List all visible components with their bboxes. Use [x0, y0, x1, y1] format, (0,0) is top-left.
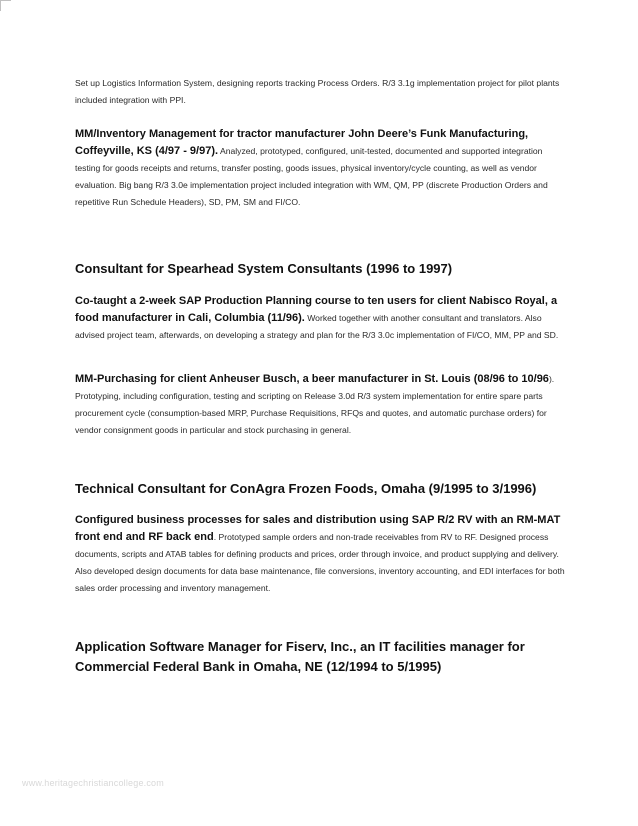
- section-heading-spearhead: Consultant for Spearhead System Consultants (1996 to 1997): [75, 261, 453, 276]
- entry-conagra: [75, 512, 565, 597]
- entry-anheuser-busch-title: MM-Purchasing for client Anheuser Busch, a beer manufacturer in St. Louis (08/96 to 10/96: [75, 373, 549, 385]
- entry-john-deere-body: Analyzed, prototyped, configured, unit-tested, documented and supported integration testing for goods receipts and returns, transfer posting, goods issues, physical inventory/cycle counting, as well as vendor evaluation. Big bang R/3 3.0e implementation project included integration with WM, QM, PP (discrete Production Orders and repetitive Run Schedule Headers), SD, PM, SM and FI/CO.: [75, 146, 548, 207]
- watermark-text: www.heritagechristiancollege.com: [22, 778, 164, 788]
- entry-john-deere-title: MM/Inventory Management for tractor manufacturer John Deere’s Funk Manufacturing, Coffeyville, KS (4/97 - 9/97).: [75, 128, 529, 157]
- resume-content: [75, 75, 565, 677]
- entry-nabisco-body: Worked together with another consultant and translators. Also advised project team, afterwards, on developing a strategy and plan for the R/3 3.0c implementation of FI/CO, MM, PP and SD.: [75, 313, 559, 340]
- entry-nabisco: [75, 293, 565, 344]
- section-heading-conagra: Technical Consultant for ConAgra Frozen Foods, Omaha (9/1995 to 3/1996): [75, 481, 537, 496]
- entry-nabisco-title: Co-taught a 2-week SAP Production Planning course to ten users for client Nabisco Royal, a food manufacturer in Cali, Columbia (11/96).: [75, 295, 558, 324]
- entry-conagra-body: . Prototyped sample orders and non-trade receivables from RV to RF. Designed process documents, scripts and ATAB tables for defining products and prices, order through invoice, and product supplying and delivery. Also developed design documents for data base maintenance, file conversions, inventory accounting, and EDI interfaces for both sales order processing and inventory management.: [75, 532, 565, 593]
- entry-anheuser-busch-body: ). Prototyping, including configuration, testing and scripting on Release 3.0d R/3 system implementation for entire spare parts procurement cycle (consumption-based MRP, Purchase Requisitions, RFQs and quotes, and automatic purchase orders) for vendor consignment goods in particular and stock purchasing in general.: [75, 374, 555, 435]
- entry-john-deere: [75, 126, 565, 211]
- entry-conagra-title: Configured business processes for sales and distribution using SAP R/2 RV with an RM-MAT front end and RF back end: [75, 514, 561, 543]
- entry-anheuser-busch: [75, 371, 565, 439]
- intro-paragraph: Set up Logistics Information System, designing reports tracking Process Orders. R/3 3.1g implementation project for pilot plants included integration with PPI.: [75, 78, 560, 105]
- page-corner-mark: [0, 0, 11, 11]
- section-heading-fiserv: Application Software Manager for Fiserv, Inc., an IT facilities manager for Commercial Federal Bank in Omaha, NE (12/1994 to 5/1995): [75, 639, 525, 674]
